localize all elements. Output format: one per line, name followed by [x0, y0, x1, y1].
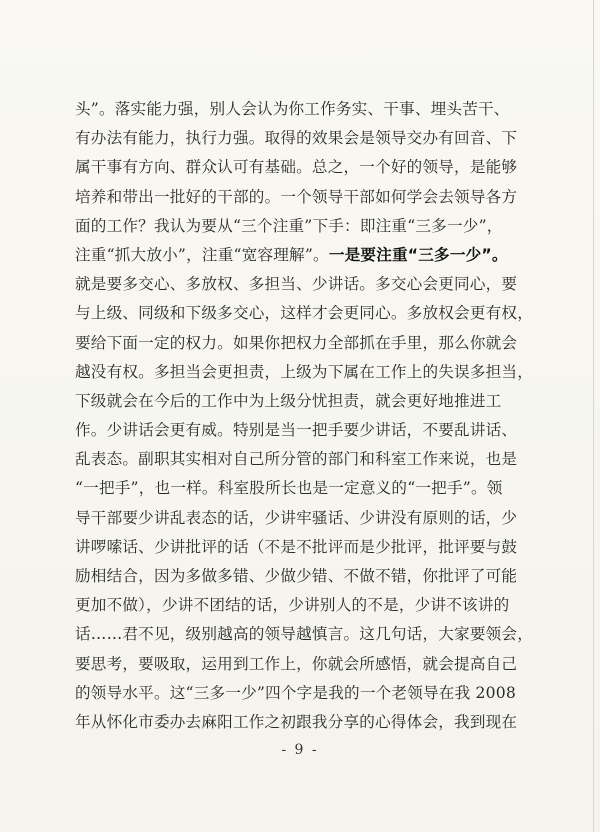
text-line-9: 要给下面一定的权力。如果你把权力全部抓在手里，那么你就会 — [75, 333, 518, 352]
text-line-21: 的领导水平。这“三多一少”四个字是我的一个老领导在我 2008 — [75, 683, 517, 702]
bold-heading: 一是要注重“三多一少”。 — [328, 245, 508, 264]
page-number: - 9 - — [281, 742, 319, 758]
text-line-6: 注重“抓大放小”，注重“宽容理解”。一是要注重“三多一少”。 — [75, 245, 508, 264]
text-line-1: 头”。落实能力强，别人会认为你工作务实、干事、埋头苦干、 — [75, 100, 510, 118]
text-line-17: 励相结合，因为多做多错、少做少错、不做不错，你批评了可能 — [75, 567, 518, 585]
text-line-4: 培养和带出一批好的干部的。一个领导干部如何学会去领导各方 — [75, 187, 518, 206]
text-line-5: 面的工作？我认为要从“三个注重”下手：即注重“三多一少”， — [75, 216, 503, 235]
text-line-18: 更加不做），少讲不团结的话，少讲别人的不是，少讲不该讲的 — [75, 596, 510, 615]
text-line-2: 有办法有能力，执行力强。取得的效果会是领导交办有回音、下 — [75, 129, 518, 148]
text-line-16: 讲啰嗦话、少讲批评的话（不是不批评而是少批评，批评要与鼓 — [75, 537, 518, 556]
text-line-22: 年从怀化市委办去麻阳工作之初跟我分享的心得体会，我到现在 — [75, 712, 518, 731]
text-line-12: 作。少讲话会更有威。特别是当一把手要少讲话，不要乱讲话、 — [75, 421, 518, 440]
text-line-11: 下级就会在今后的工作中为上级分忧担责，就会更好地推进工 — [75, 391, 502, 410]
text-line-7: 就是要多交心、多放权、多担当、少讲话。多交心会更同心，要 — [75, 275, 518, 294]
text-line-19: 话……君不见，级别越高的领导越慎言。这几句话，大家要领会， — [75, 625, 534, 644]
text-line-10: 越没有权。多担当会更担责，上级为下属在工作上的失误多担当， — [75, 362, 534, 381]
text-line-3: 属干事有方向、群众认可有基础。总之，一个好的领导，是能够 — [75, 158, 518, 177]
text-line-13: 乱表态。副职其实相对自己所分管的部门和科室工作来说，也是 — [75, 450, 518, 469]
text-line-8: 与上级、同级和下级多交心，这样才会更同心。多放权会更有权， — [75, 304, 534, 323]
text-line-15: 导干部要少讲乱表态的话，少讲牢骚话、少讲没有原则的话，少 — [75, 508, 518, 527]
body-text — [75, 95, 545, 737]
text-line-20: 要思考，要吸取，运用到工作上，你就会所感悟，就会提高自己 — [75, 654, 518, 673]
page-edge — [593, 0, 594, 832]
text-line-14: “一把手”，也一样。科室股所长也是一定意义的“一把手”。领 — [75, 479, 503, 498]
